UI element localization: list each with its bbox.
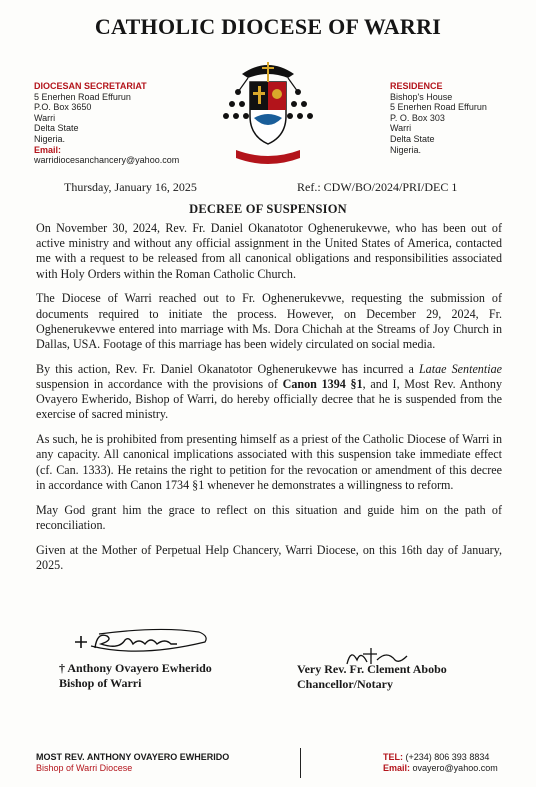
address-line: P.O. Box 3650 <box>34 102 92 113</box>
secretariat-address <box>34 81 204 166</box>
paragraph: On November 30, 2024, Rev. Fr. Daniel Okanatotor Oghenerukevwe, who has been out of active ministry and without any official assignment in the United States of America, contacted me with a request to be released from all canonical obligations and responsibilities associated with Holy Orders within the Roman Catholic Church. <box>36 221 502 281</box>
footer-right <box>383 752 498 774</box>
paragraph: As such, he is prohibited from presenting himself as a priest of the Catholic Diocese of Warri in any capacity. All canonical implications associated with this suspension take immediate effect (cf. Can. 1333). He retains the right to petition for the revocation or amendment of this decree in accordance with Canon 1734 §1 whenever he demonstrates a willingness to reform. <box>36 432 502 492</box>
secretariat-heading: DIOCESAN SECRETARIAT <box>34 81 147 91</box>
address-line: Warri <box>390 123 412 134</box>
paragraph-text: , and I, Most Rev. Anthony Ovayero Ewherido, Bishop of Warri, do hereby officially decree that he is suspended from the exercise of sacred ministry. <box>36 377 502 422</box>
address-line: Delta State <box>390 133 435 144</box>
paragraph: The Diocese of Warri reached out to Fr. Oghenerukevwe, requesting the submission of documents required to initiate the process. However, on December 29, 2024, Fr. Oghenerukevwe entered into marriage with Ms. Dora Chichah at the Streams of Joy Church in Dallas, USA. Footage of this marriage has been widely circulated on social media. <box>36 291 502 352</box>
paragraph: May God grant him the grace to reflect on this situation and guide him on the path of reconciliation. <box>36 502 502 532</box>
address-line: 5 Enerhen Road Effurun <box>390 102 487 113</box>
address-line: Nigeria. <box>390 144 422 155</box>
email-label: Email: <box>34 144 62 155</box>
address-line: Bishop's House <box>390 91 453 102</box>
letter-date: Thursday, January 16, 2025 <box>64 180 197 194</box>
diocesan-crest-icon <box>208 52 328 174</box>
secretariat-email: warridiocesanchancery@yahoo.com <box>34 155 180 166</box>
address-line: Delta State <box>34 123 79 134</box>
telephone-number: (+234) 806 393 8834 <box>405 752 490 762</box>
address-line: Warri <box>34 112 56 123</box>
bishop-title: Bishop of Warri <box>59 676 142 690</box>
bishop-handwritten-signature <box>59 628 209 656</box>
address-line: 5 Enerhen Road Effurun <box>34 91 131 102</box>
paragraph <box>36 362 502 423</box>
footer-bishop-title: Bishop of Warri Diocese <box>36 763 133 773</box>
footer-left <box>36 752 229 774</box>
reference-number: Ref.: CDW/BO/2024/PRI/DEC 1 <box>297 180 458 194</box>
tel-label: TEL: <box>383 752 403 762</box>
chancellor-signature-block <box>297 662 517 692</box>
bishop-signature-block <box>59 628 289 691</box>
chancellor-title: Chancellor/Notary <box>297 677 393 691</box>
bishop-name: † Anthony Ovayero Ewherido <box>59 661 212 675</box>
footer-email-label: Email: <box>383 763 411 773</box>
decree-body <box>36 221 502 583</box>
footer-divider <box>300 748 301 778</box>
address-line: P. O. Box 303 <box>390 112 445 123</box>
latin-term: Latae Sententiae <box>418 361 502 376</box>
paragraph: Given at the Mother of Perpetual Help Chancery, Warri Diocese, on this 16th day of January, 2025. <box>36 542 502 572</box>
chancellor-name: Very Rev. Fr. Clement Abobo <box>297 662 447 676</box>
diocese-title: CATHOLIC DIOCESE OF WARRI <box>94 14 442 39</box>
residence-heading: RESIDENCE <box>390 81 443 91</box>
decree-title: DECREE OF SUSPENSION <box>189 202 347 216</box>
footer-bishop-name: MOST REV. ANTHONY OVAYERO EWHERIDO <box>36 752 230 762</box>
address-line: Nigeria. <box>34 133 66 144</box>
canon-reference: Canon 1394 §1 <box>282 377 363 392</box>
residence-address <box>390 81 530 155</box>
chancellor-handwritten-signature <box>337 646 457 668</box>
footer-email: ovayero@yahoo.com <box>412 763 498 773</box>
paragraph-text: suspension in accordance with the provisions of <box>36 377 283 392</box>
paragraph-text: By this action, Rev. Fr. Daniel Okanatotor Oghenerukevwe has incurred a <box>36 361 419 376</box>
